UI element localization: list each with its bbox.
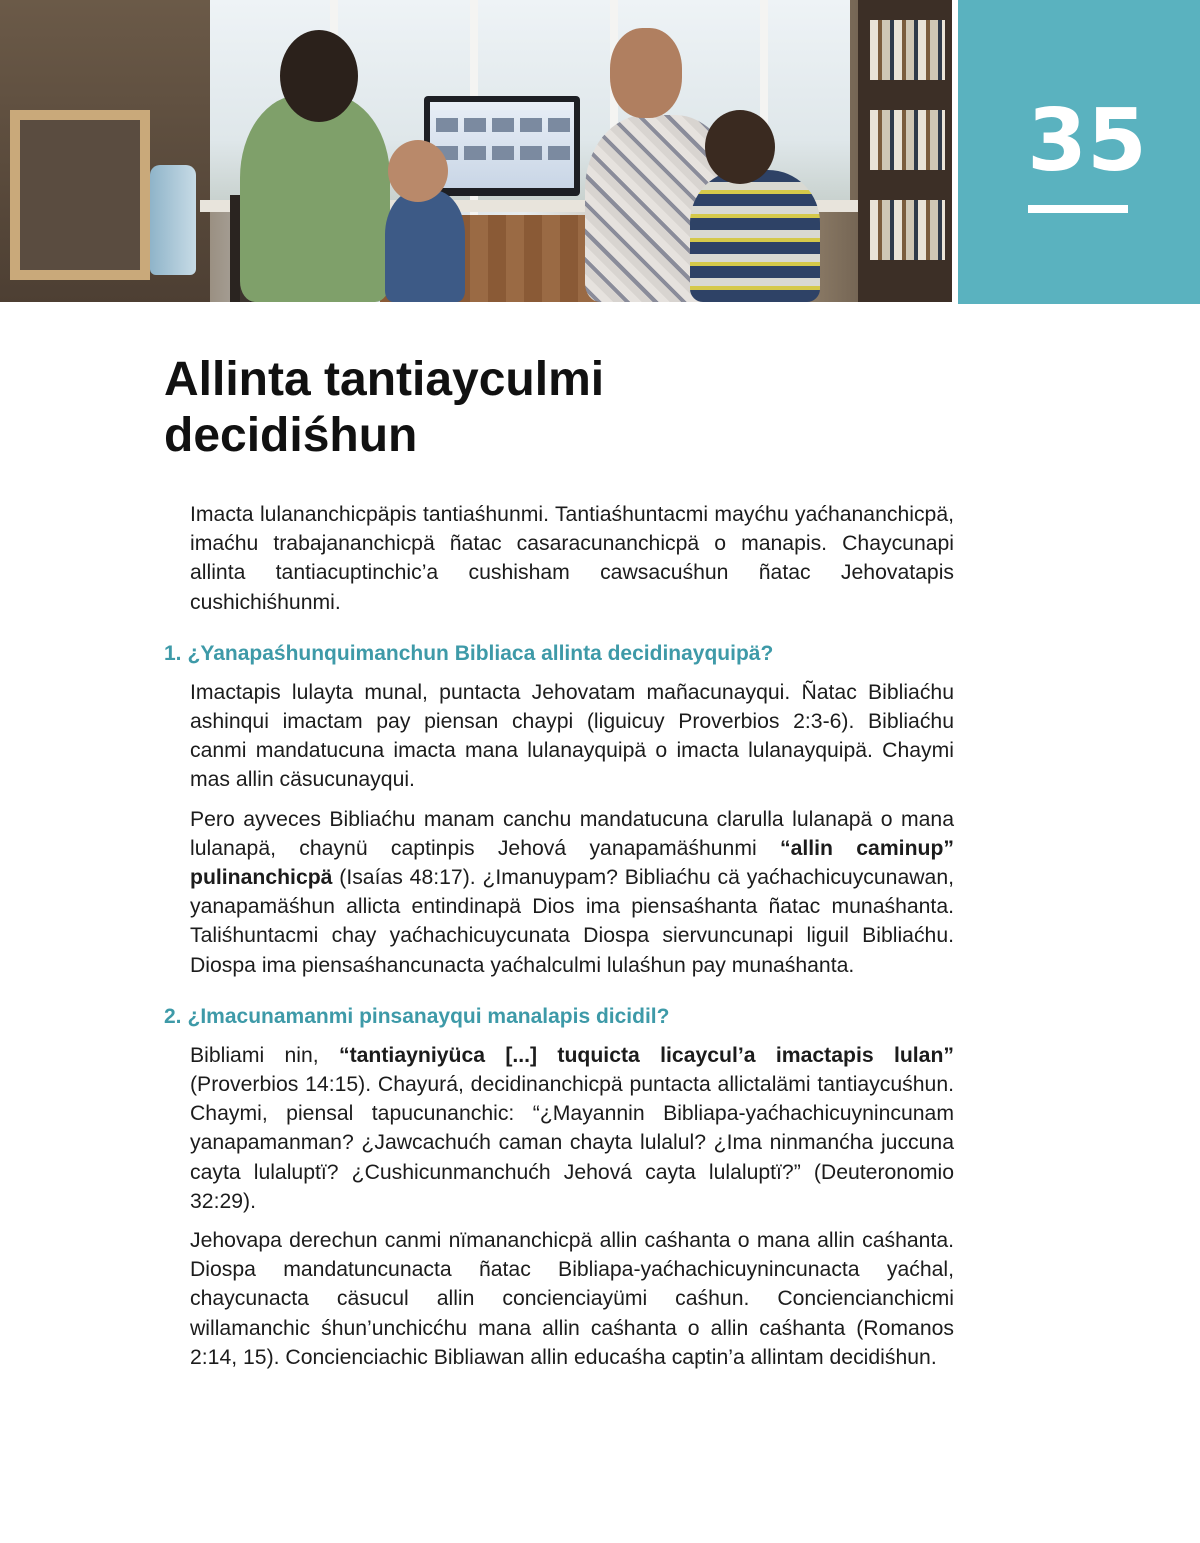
section-question bbox=[164, 1003, 954, 1031]
quoted-scripture: “tantiayniyüca [...] tuquicta licaycul’a imactapis lulan” bbox=[339, 1043, 954, 1067]
boy-head bbox=[705, 110, 775, 184]
screen-tile bbox=[548, 118, 570, 132]
monitor-screen bbox=[430, 102, 574, 188]
question-number: 2. bbox=[164, 1004, 182, 1028]
lesson-content bbox=[164, 500, 954, 1372]
books bbox=[870, 110, 945, 170]
lesson-number: 35 bbox=[1027, 91, 1147, 191]
boy-figure bbox=[690, 170, 820, 302]
question-number: 1. bbox=[164, 641, 182, 665]
page-title bbox=[164, 352, 864, 464]
photo-frame bbox=[10, 110, 150, 280]
screen-tile bbox=[464, 118, 486, 132]
screen-tile bbox=[492, 118, 514, 132]
question-text: ¿Yanapaśhunquimanchun Bibliaca allinta decidinayquipä? bbox=[187, 641, 774, 665]
header-photo bbox=[0, 0, 952, 302]
baby-figure bbox=[385, 190, 465, 302]
paragraph-text: (Isaías 48:17). ¿Imanuypam? Bibliaćhu cä yaćhachicuycunawan, yanapamäśhun allicta entindinapä Dios ima piensaśhanta ñatac munaśhanta. Taliśhuntacmi chay yaćhachicuycunata Diospa siervuncunapi liguil Bibliaćhu. Diospa ima piensaśhancunacta yaćhalculmi lulaśhun pay munaśhanta. bbox=[190, 866, 954, 977]
lesson-number-underline bbox=[1028, 205, 1128, 213]
section-paragraph bbox=[190, 1041, 954, 1216]
section-paragraph bbox=[190, 805, 954, 980]
books bbox=[870, 20, 945, 80]
screen-tile bbox=[492, 146, 514, 160]
intro-paragraph: Imacta lulananchicpäpis tantiaśhunmi. Tantiaśhuntacmi mayćhu yaćhananchicpä, imaćhu trabajananchicpä ñatac casaracunanchicpä o manapis. Chaycunapi allinta tantiacuptinchic’a cushisham cawsacuśhun ñatac Jehovatapis cushichiśhunmi. bbox=[190, 503, 954, 614]
section-paragraph: Imactapis lulayta munal, puntacta Jehovatam mañacunayqui. Ñatac Bibliaćhu ashinqui imactam pay piensan chaypi (liguicuy Proverbios 2:3-6). Bibliaćhu canmi mandatucuna imacta mana lulanayquipä o imacta lulanayquipä. Chaymi mas allin cäsucunayqui. bbox=[190, 680, 954, 792]
baby-head bbox=[388, 140, 448, 202]
page-title-line: decidiśhun bbox=[164, 409, 418, 462]
mother-figure bbox=[240, 95, 390, 302]
page-title-line: Allinta tantiayculmi bbox=[164, 353, 605, 406]
section-paragraph: Jehovapa derechun canmi nïmananchicpä allin caśhanta o mana allin caśhanta. Diospa mandatuncunacta ñatac Bibliapa-yaćhachicuynincunacta yaćhal, chaycunacta cäsucul allin concienciayümi caśhun. Conciencianchicmi willamanchic śhun’unchicćhu mana allin caśhanta o allin caśhanta (Romanos 2:14, 15). Concienciachic Bibliawan allin educaśha captin’a allintam decidiśhun. bbox=[190, 1229, 954, 1369]
baby-bottle bbox=[150, 165, 196, 275]
books bbox=[870, 200, 945, 260]
screen-tile bbox=[520, 146, 542, 160]
paragraph-text: Pero ayveces Bibliaćhu manam canchu mandatucuna clarulla lulanapä o mana lulanapä, chaynü captinpis Jehová yanapamäśhunmi bbox=[190, 807, 954, 860]
father-head bbox=[610, 28, 682, 118]
screen-tile bbox=[464, 146, 486, 160]
quoted-scripture: “allin caminup” pulinanchicpä bbox=[190, 836, 954, 890]
screen-tile bbox=[520, 118, 542, 132]
question-text: ¿Imacunamanmi pinsanayqui manalapis dicidil? bbox=[187, 1004, 670, 1028]
screen-tile bbox=[436, 118, 458, 132]
screen-tile bbox=[548, 146, 570, 160]
mother-head bbox=[280, 30, 358, 122]
paragraph-text: (Proverbios 14:15). Chayurá, decidinanchicpä puntacta allictalämi tantiaycuśhun. Chaymi, piensal tapucunanchic: “¿Mayannin Bibliapa-yaćhachicuynincunam yanapamanman? ¿Jawcachućh caman chayta lulalul? ¿Ima ninmanćha juccuna cayta lulaluptï? ¿Cushicunmanchućh Jehová cayta lulaluptï?” (Deuteronomio 32:29). bbox=[190, 1073, 954, 1213]
lesson-number-tab bbox=[958, 0, 1200, 304]
paragraph-text: Bibliami nin, bbox=[190, 1043, 339, 1067]
section-question bbox=[164, 640, 954, 668]
